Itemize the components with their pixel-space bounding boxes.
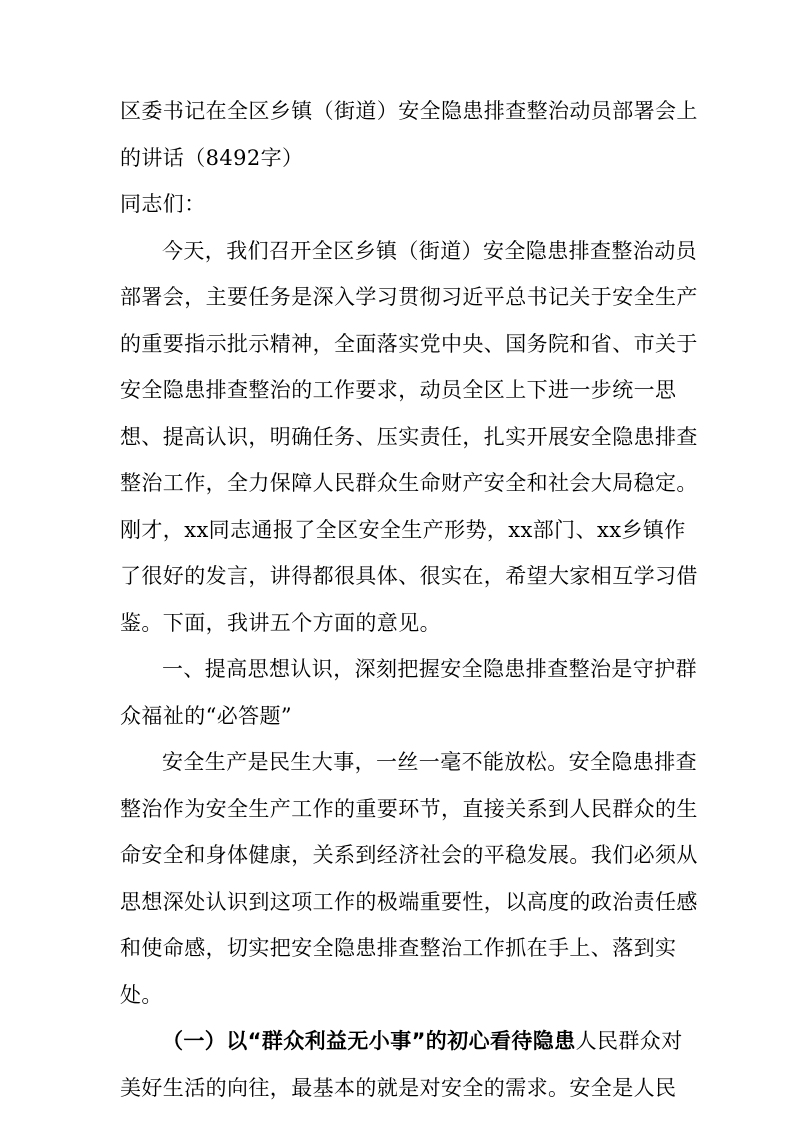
- document-body: [120, 88, 700, 1111]
- subsection-paragraph-1: [120, 1018, 700, 1111]
- paragraph-intro: 今天，我们召开全区乡镇（街道）安全隐患排查整治动员部署会，主要任务是深入学习贯彻习近平总书记关于安全生产的重要指示批示精神，全面落实党中央、国务院和省、市关于安全隐患排查整治的工作要求，动员全区上下进一步统一思想、提高认识，明确任务、压实责任，扎实开展安全隐患排查整治工作，全力保障人民群众生命财产安全和社会大局稳定。刚才，xx同志通报了全区安全生产形势，xx部门、xx乡镇作了很好的发言，讲得都很具体、很实在，希望大家相互学习借鉴。下面，我讲五个方面的意见。: [120, 238, 698, 635]
- paragraph-section-1: 安全生产是民生大事，一丝一毫不能放松。安全隐患排查整治作为安全生产工作的重要环节，直接关系到人民群众的生命安全和身体健康，关系到经济社会的平稳发展。我们必须从思想深处认识到这项工作的极端重要性，以高度的政治责任感和使命感，切实把安全隐患排查整治工作抓在手上、落到实处。: [120, 750, 698, 1007]
- subsection-heading-1: （一）以“群众利益无小事”的初心看待隐患: [162, 1029, 576, 1053]
- subsection-text-1: 人民群众对美好生活的向往，最基本的就是对安全的需求。安全是人民: [120, 1029, 683, 1100]
- section-heading-1: 一、提高思想认识，深刻把握安全隐患排查整治是守护群众福祉的“必答题”: [120, 657, 697, 728]
- document-title: 区委书记在全区乡镇（街道）安全隐患排查整治动员部署会上的讲话（8492字）: [120, 99, 698, 170]
- salutation: 同志们：: [120, 192, 206, 216]
